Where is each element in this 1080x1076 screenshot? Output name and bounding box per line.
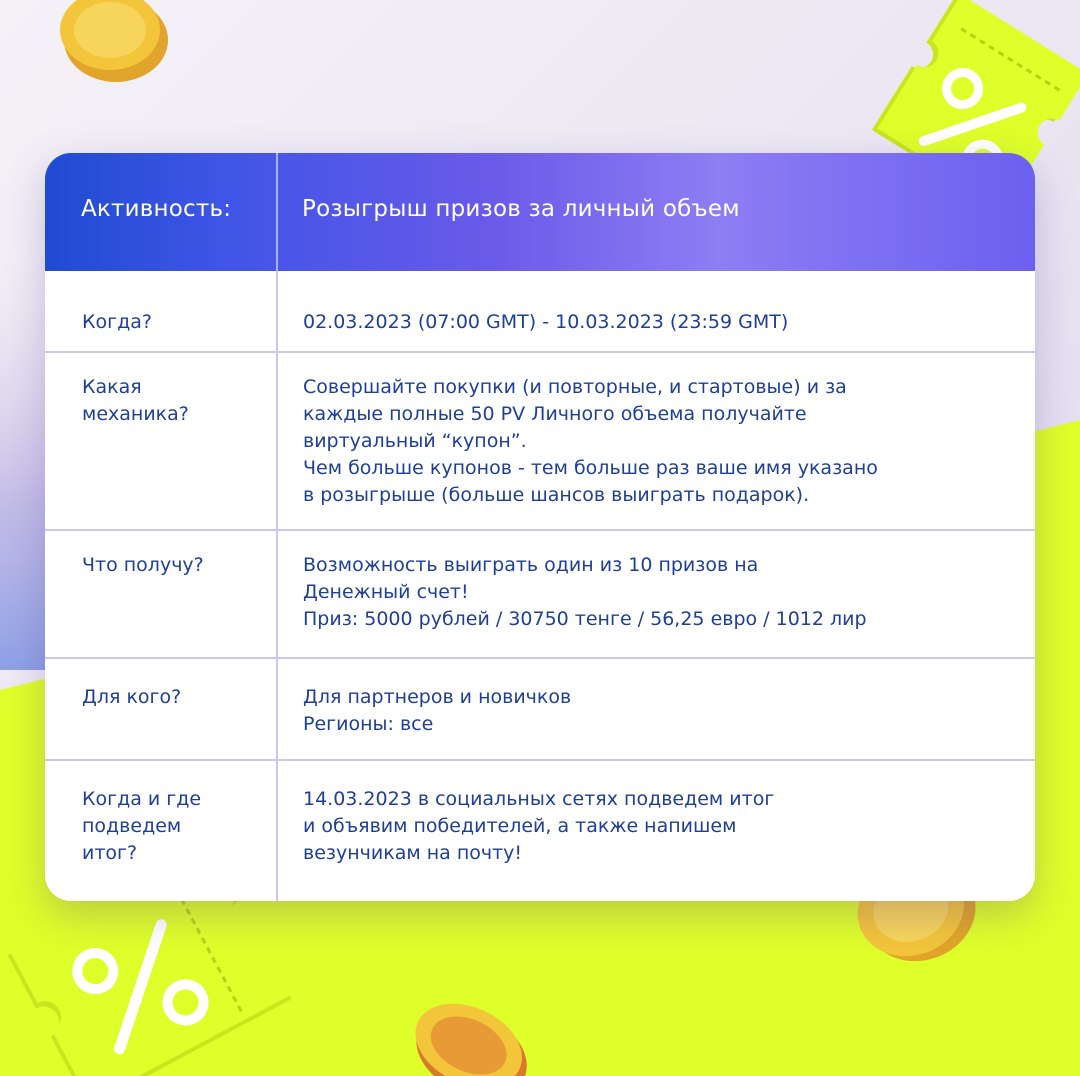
row-label: Когда? [82, 311, 152, 333]
row-value: Возможность выиграть один из 10 призов на Денежный счет! Приз: 5000 рублей / 30750 тенге / 56,25 евро / 1012 лир [303, 554, 867, 630]
table-row [45, 351, 1035, 531]
row-value: Для партнеров и новичков Регионы: все [303, 686, 572, 735]
column-divider [276, 353, 278, 531]
header-label: Активность: [81, 196, 232, 222]
column-divider [276, 659, 278, 761]
table-header [45, 153, 1035, 271]
table-row [45, 271, 1035, 351]
row-label: Когда и где подведем итог? [82, 788, 202, 864]
column-divider [276, 761, 278, 901]
column-divider [276, 271, 278, 351]
header-title: Розыгрыш призов за личный объем [302, 196, 740, 222]
column-divider [276, 153, 278, 271]
row-value: 02.03.2023 (07:00 GMT) - 10.03.2023 (23:59 GMT) [303, 311, 789, 333]
column-divider [276, 531, 278, 659]
coin-icon [405, 990, 535, 1076]
row-value: Совершайте покупки (и повторные, и стартовые) и за каждые полные 50 PV Личного объема получайте виртуальный “купон”. Чем больше купонов - тем больше раз ваше имя указано в розыгрыше (больше шансов выиграть подарок). [303, 376, 878, 506]
coin-icon [58, 0, 178, 90]
row-label: Что получу? [82, 554, 204, 576]
row-label: Какая механика? [82, 376, 189, 425]
row-label: Для кого? [82, 686, 182, 708]
table-row [45, 657, 1035, 761]
row-value: 14.03.2023 в социальных сетях подведем итог и объявим победителей, а также напишем везунчикам на почту! [303, 788, 775, 864]
table-row [45, 759, 1035, 901]
info-table [45, 153, 1035, 901]
table-row [45, 529, 1035, 659]
